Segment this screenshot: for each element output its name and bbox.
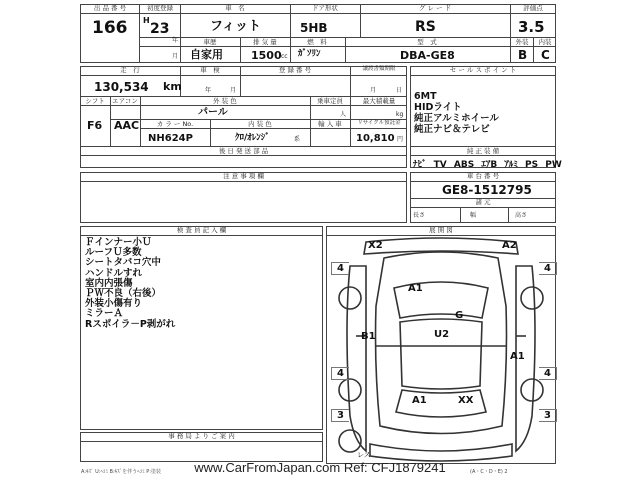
tire-depth: 3 (331, 409, 349, 422)
score: 3.5 (518, 18, 545, 36)
equip-item: PW (545, 160, 562, 170)
capacity-unit: 人 (340, 111, 347, 118)
color-no: NH624P (148, 133, 193, 144)
diagram-misc: レス (357, 451, 371, 459)
door-label: ドア形状 (312, 4, 338, 12)
inspector-note: シートタバコ穴中 (85, 257, 161, 269)
dims-label: 諸 元 (475, 198, 491, 206)
damage-mark: A2 (502, 240, 517, 251)
inspector-note: ＰＷ不良（右後） (85, 288, 162, 300)
lot-no-label: 出 品 番 号 (93, 4, 127, 12)
equip-label: 純 正 装 備 (466, 147, 500, 155)
damage-mark: A1 (510, 351, 525, 362)
int-label: 内装 (538, 38, 552, 46)
ext-label: 外装 (515, 38, 529, 46)
wheel-rr (521, 379, 543, 401)
equip-item: ｱﾙﾐ (504, 160, 518, 170)
equipment-list (413, 157, 562, 170)
inspector-note: ハンドルすれ (85, 267, 143, 279)
recycle-unit: 円 (397, 136, 404, 143)
inspector-note: ミラーＡ (85, 308, 124, 320)
length-label: 長さ (413, 212, 426, 219)
wheel-rl (339, 379, 361, 401)
equip-item: ABS (453, 160, 475, 170)
damage-mark: A1 (408, 283, 423, 294)
damage-mark: G (455, 310, 464, 321)
recycle-label: リサイクル預託金 (357, 120, 401, 126)
score-label: 評価点 (523, 4, 543, 12)
color-label: 外 装 色 (213, 97, 237, 105)
inspector-notes (85, 238, 175, 330)
car-diagram (326, 236, 556, 464)
sales-point-item: 純正ナビ＆テレビ (414, 124, 490, 135)
shift: F6 (87, 119, 103, 132)
wheel-fl (339, 287, 361, 309)
tire-depth: 4 (331, 367, 349, 380)
legend-right: (A・C・D・E) 2 (470, 469, 508, 475)
tire-depth: 4 (539, 262, 557, 275)
intcolor-suffix: 系 (294, 136, 301, 143)
int-grade: C (541, 48, 550, 62)
shaken-year: 年 (205, 87, 212, 94)
rear-bumper-outline (370, 444, 512, 461)
damage-mark: XX (458, 395, 474, 406)
tire-depth: 4 (331, 262, 349, 275)
capacity-label: 乗車定員 (317, 97, 343, 105)
door-type: 5HB (300, 21, 328, 35)
mileage-label: 走 行 (120, 66, 140, 74)
use-type: 自家用 (190, 48, 223, 61)
sales-label: セ ー ル ス ポ イ ン ト (449, 66, 517, 74)
notice-label: 注 意 事 項 欄 (223, 172, 264, 180)
reg-year: 23 (150, 21, 170, 37)
ext-color: パール (198, 107, 228, 118)
shaken-month: 月 (230, 87, 237, 94)
grade-label: グ レ ー ド (418, 4, 452, 12)
diagram-label: 展 開 図 (429, 226, 453, 234)
fuel-label: 燃 料 (307, 38, 327, 46)
regno-label: 登 録 番 号 (278, 66, 312, 74)
chassis-label: 車 台 番 号 (466, 172, 500, 180)
sales-point-item: 純正アルミホイール (414, 113, 499, 124)
transfer-month: 月 (370, 87, 377, 94)
inspector-note: ルーフＵ多数 (85, 247, 142, 259)
damage-mark: U2 (434, 329, 450, 340)
year-unit: 年 (172, 37, 179, 44)
inspector-note: Ｆインナー小Ｕ (85, 237, 152, 248)
office-label: 事 務 局 よ り ご 案 内 (168, 432, 235, 440)
sales-point-item: HIDライト (414, 102, 462, 113)
grade: RS (415, 19, 436, 35)
sales-point-item: 6MT (414, 91, 437, 102)
cc-label: 排 気 量 (253, 38, 277, 46)
height-label: 高さ (515, 212, 528, 219)
damage-mark: A1 (412, 395, 427, 406)
intcolor-label: 内 装 色 (248, 120, 272, 128)
damage-mark: X2 (368, 240, 383, 251)
mileage: 130,534 (94, 80, 149, 94)
shaken-label: 車 検 (200, 66, 220, 74)
inspector-note: Rスポイラ－P剥がれ (85, 318, 176, 330)
damage-mark: B1 (361, 331, 376, 342)
mileage-unit: km (163, 80, 182, 93)
inspector-label: 検 査 員 記 入 欄 (176, 226, 227, 234)
body-top-outline (376, 252, 507, 434)
car-name-label: 車 名 (225, 4, 245, 12)
import-label: 輸 入 車 (318, 120, 342, 128)
first-reg-label: 初度登録 (147, 4, 173, 12)
inspector-note: 外装小傷有り (85, 298, 143, 310)
sales-point-list (414, 91, 499, 135)
tire-depth: 3 (539, 409, 557, 422)
equip-item: ｴｱB (481, 160, 498, 170)
equip-item: ﾅﾋﾞ (413, 160, 427, 170)
left-side-outline (347, 266, 366, 451)
load-unit: kg (396, 111, 404, 118)
era: H (143, 16, 150, 25)
cc-unit: cc (281, 53, 288, 60)
inspector-note: 室内内張傷 (85, 277, 133, 289)
width-label: 幅 (470, 212, 477, 219)
load-label: 最大積載量 (362, 97, 396, 105)
transfer-day: 日 (396, 87, 403, 94)
ac-label: エアコン (112, 97, 138, 105)
rear-parts-label: 後 日 発 送 部 品 (218, 147, 269, 155)
transfer-label: 譲渡書類期限 (362, 66, 396, 72)
displacement: 1500 (251, 49, 282, 62)
legend-text: A:ｷｽﾞ U:ﾍｺﾐ B:ｷｽﾞを伴うﾍｺﾐ P:塗装 (81, 469, 161, 475)
tire-depth: 4 (539, 367, 557, 380)
fuel: ｶﾞｿﾘﾝ (298, 49, 321, 59)
equip-item: TV (433, 160, 447, 170)
shift-label: シフト (85, 97, 105, 105)
int-color: ｸﾛ/ｵﾚﾝｼﾞ (235, 133, 270, 143)
chassis-no: GE8-1512795 (442, 183, 532, 197)
ac: AAC (114, 119, 140, 132)
ext-grade: B (518, 48, 528, 62)
use-label: 車歴 (203, 38, 217, 46)
wheel-fr (521, 287, 543, 309)
recycle-fee: 10,810 (356, 133, 395, 144)
model-label: 型 式 (417, 38, 437, 46)
equip-item: PS (525, 160, 539, 170)
car-name: フィット (210, 19, 261, 34)
month-unit: 月 (172, 53, 179, 60)
model-code: DBA-GE8 (400, 49, 455, 62)
colorno-label: カ ラ ー No. (156, 120, 194, 128)
watermark: www.CarFromJapan.com Ref: CFJ1879241 (194, 460, 446, 475)
lot-no: 166 (92, 18, 128, 38)
